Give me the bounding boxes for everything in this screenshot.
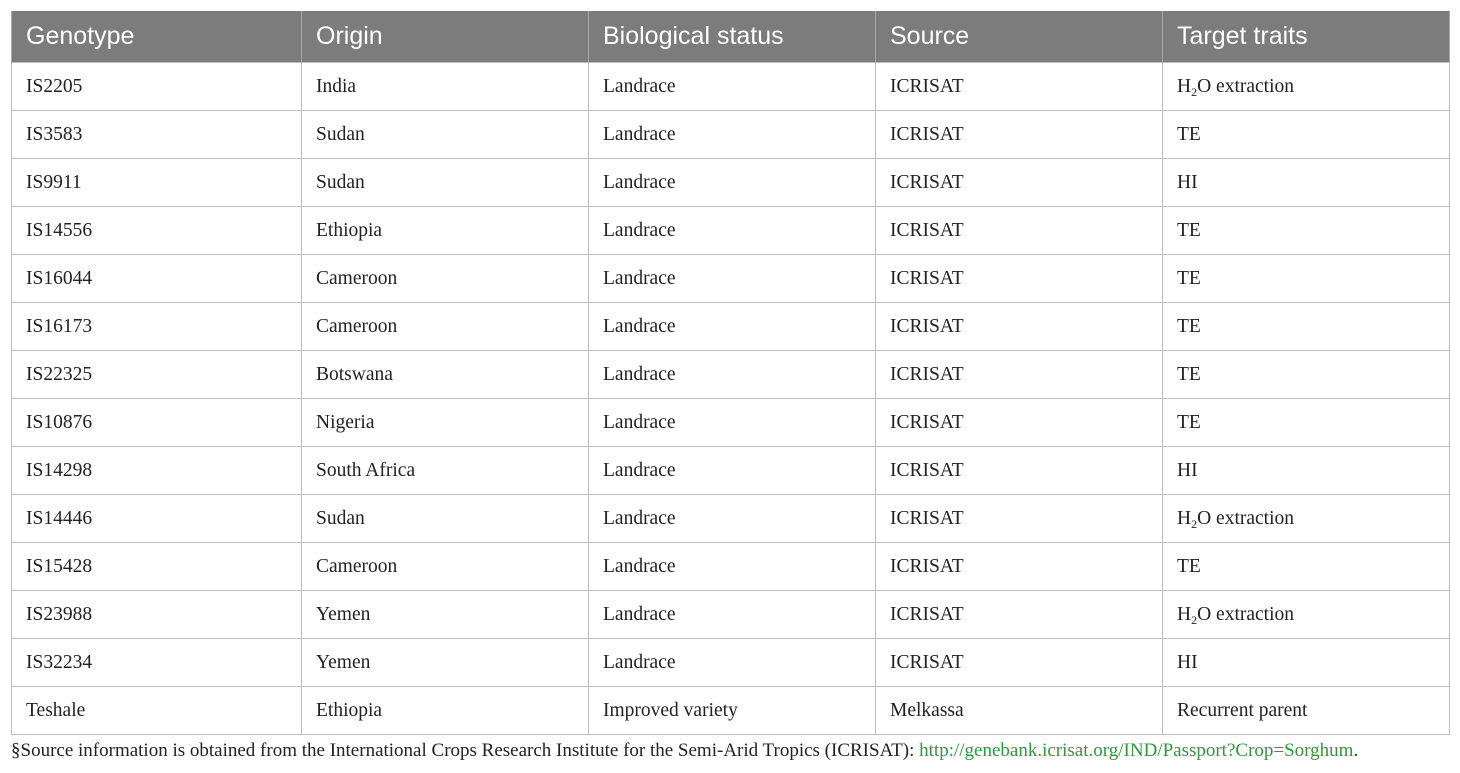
cell-source: Melkassa <box>876 687 1163 735</box>
cell-target-trait <box>1163 639 1450 687</box>
cell-status: Landrace <box>589 447 876 495</box>
cell-source: ICRISAT <box>876 159 1163 207</box>
cell-status: Landrace <box>589 495 876 543</box>
cell-target-trait <box>1163 687 1450 735</box>
cell-source: ICRISAT <box>876 351 1163 399</box>
header-biological-status: Biological status <box>589 11 876 63</box>
cell-genotype: IS32234 <box>12 639 302 687</box>
cell-genotype: IS14446 <box>12 495 302 543</box>
table-row <box>12 399 1450 447</box>
trait-text: TE <box>1177 219 1201 241</box>
cell-genotype: Teshale <box>12 687 302 735</box>
cell-target-trait <box>1163 303 1450 351</box>
cell-genotype: IS2205 <box>12 63 302 111</box>
cell-genotype: IS15428 <box>12 543 302 591</box>
table-row <box>12 639 1450 687</box>
cell-source: ICRISAT <box>876 543 1163 591</box>
cell-status: Landrace <box>589 159 876 207</box>
header-target-traits: Target traits <box>1163 11 1450 63</box>
trait-text: HI <box>1177 459 1198 481</box>
trait-text: TE <box>1177 555 1201 577</box>
cell-source: ICRISAT <box>876 495 1163 543</box>
trait-subscript: 2 <box>1191 612 1198 627</box>
cell-genotype: IS3583 <box>12 111 302 159</box>
cell-status: Improved variety <box>589 687 876 735</box>
trait-text: TE <box>1177 363 1201 385</box>
cell-target-trait <box>1163 255 1450 303</box>
table-row <box>12 159 1450 207</box>
table-row <box>12 111 1450 159</box>
trait-text-suffix: O extraction <box>1197 507 1295 529</box>
cell-target-trait <box>1163 447 1450 495</box>
cell-target-trait <box>1163 543 1450 591</box>
header-source: Source <box>876 11 1163 63</box>
cell-source: ICRISAT <box>876 591 1163 639</box>
cell-status: Landrace <box>589 543 876 591</box>
cell-origin: Yemen <box>302 639 589 687</box>
cell-status: Landrace <box>589 639 876 687</box>
trait-text: H <box>1177 603 1192 625</box>
table-row <box>12 303 1450 351</box>
cell-origin: Sudan <box>302 159 589 207</box>
cell-origin: Ethiopia <box>302 207 589 255</box>
cell-status: Landrace <box>589 255 876 303</box>
cell-genotype: IS22325 <box>12 351 302 399</box>
footnote-text: §Source information is obtained from the International Crops Research Institute for the Semi-Arid Tropics (ICRISAT): <box>11 740 920 761</box>
trait-text: TE <box>1177 411 1201 433</box>
cell-source: ICRISAT <box>876 639 1163 687</box>
table-row <box>12 591 1450 639</box>
cell-source: ICRISAT <box>876 303 1163 351</box>
cell-origin: India <box>302 63 589 111</box>
trait-text: Recurrent parent <box>1177 699 1308 721</box>
cell-origin: Cameroon <box>302 255 589 303</box>
cell-genotype: IS14298 <box>12 447 302 495</box>
cell-genotype: IS14556 <box>12 207 302 255</box>
trait-text-suffix: O extraction <box>1197 75 1295 97</box>
cell-status: Landrace <box>589 111 876 159</box>
cell-status: Landrace <box>589 399 876 447</box>
cell-source: ICRISAT <box>876 399 1163 447</box>
table-row <box>12 543 1450 591</box>
cell-origin: Sudan <box>302 111 589 159</box>
cell-source: ICRISAT <box>876 207 1163 255</box>
table-body <box>12 63 1450 735</box>
cell-target-trait <box>1163 159 1450 207</box>
cell-status: Landrace <box>589 207 876 255</box>
cell-origin: Cameroon <box>302 303 589 351</box>
cell-target-trait <box>1163 399 1450 447</box>
trait-subscript: 2 <box>1191 516 1198 531</box>
cell-genotype: IS16173 <box>12 303 302 351</box>
cell-genotype: IS9911 <box>12 159 302 207</box>
cell-status: Landrace <box>589 351 876 399</box>
table-footnote <box>11 740 1358 762</box>
trait-text: TE <box>1177 267 1201 289</box>
cell-status: Landrace <box>589 63 876 111</box>
cell-target-trait <box>1163 111 1450 159</box>
cell-origin: Ethiopia <box>302 687 589 735</box>
footnote-link[interactable]: http://genebank.icrisat.org/IND/Passport?Crop=Sorghum <box>919 740 1354 761</box>
cell-origin: Nigeria <box>302 399 589 447</box>
cell-source: ICRISAT <box>876 255 1163 303</box>
cell-target-trait <box>1163 495 1450 543</box>
cell-target-trait <box>1163 351 1450 399</box>
cell-genotype: IS10876 <box>12 399 302 447</box>
cell-target-trait <box>1163 207 1450 255</box>
table-header <box>12 11 1450 63</box>
cell-target-trait <box>1163 63 1450 111</box>
header-row <box>12 11 1450 63</box>
table-row <box>12 63 1450 111</box>
cell-source: ICRISAT <box>876 63 1163 111</box>
cell-source: ICRISAT <box>876 111 1163 159</box>
cell-origin: Cameroon <box>302 543 589 591</box>
cell-target-trait <box>1163 591 1450 639</box>
cell-genotype: IS16044 <box>12 255 302 303</box>
cell-source: ICRISAT <box>876 447 1163 495</box>
table-row <box>12 207 1450 255</box>
header-genotype: Genotype <box>12 11 302 63</box>
genotype-table-container <box>11 11 1449 735</box>
trait-subscript: 2 <box>1191 84 1198 99</box>
trait-text-suffix: O extraction <box>1197 603 1295 625</box>
table-row <box>12 687 1450 735</box>
footnote-end: . <box>1353 740 1359 761</box>
table-row <box>12 447 1450 495</box>
header-origin: Origin <box>302 11 589 63</box>
table-row <box>12 495 1450 543</box>
table-row <box>12 255 1450 303</box>
cell-genotype: IS23988 <box>12 591 302 639</box>
trait-text: TE <box>1177 315 1201 337</box>
cell-origin: South Africa <box>302 447 589 495</box>
trait-text: H <box>1177 75 1192 97</box>
trait-text: H <box>1177 507 1192 529</box>
cell-status: Landrace <box>589 591 876 639</box>
cell-status: Landrace <box>589 303 876 351</box>
cell-origin: Yemen <box>302 591 589 639</box>
cell-origin: Botswana <box>302 351 589 399</box>
trait-text: HI <box>1177 651 1198 673</box>
cell-origin: Sudan <box>302 495 589 543</box>
trait-text: TE <box>1177 123 1201 145</box>
genotype-table <box>11 11 1450 735</box>
table-row <box>12 351 1450 399</box>
trait-text: HI <box>1177 171 1198 193</box>
